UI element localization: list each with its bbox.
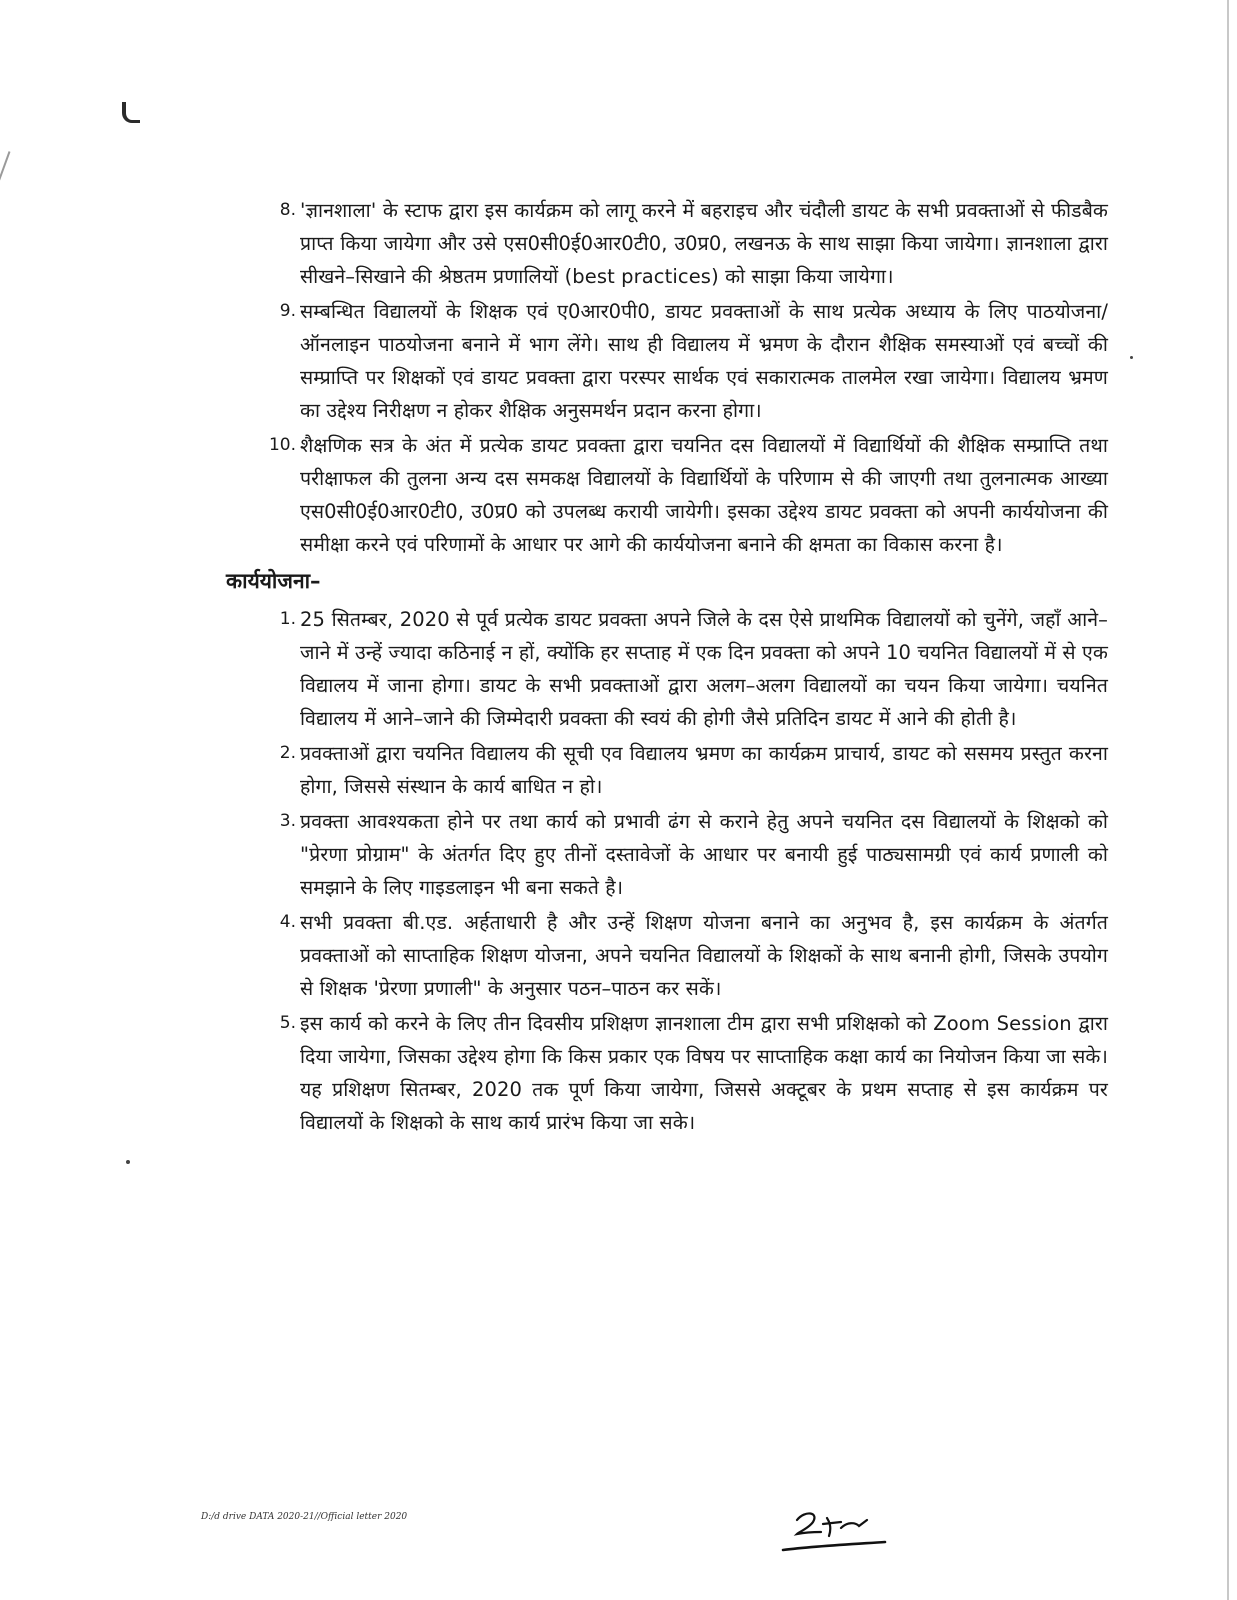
item-text: इस कार्य को करने के लिए तीन दिवसीय प्रशिक्षण ज्ञानशाला टीम द्वारा सभी प्रशिक्षको को Zoom Session द्वारा दिया जायेगा, जिसका उद्देश्य होगा कि किस प्रकार एक विषय पर साप्ताहिक कक्षा कार्य का नियोजन किया जा सके। यह प्रशिक्षण सितम्बर, 2020 तक पूर्ण किया जायेगा, जिससे अक्टूबर के प्रथम सप्ताह से इस कार्यक्रम पर विद्यालयों के शिक्षको के साथ कार्य प्रारंभ किया जा सके।: [300, 1012, 1108, 1134]
list-item: [228, 295, 1108, 427]
list-item: [228, 429, 1108, 561]
punch-hole-mark: [122, 102, 140, 123]
section-heading: कार्ययोजना–: [226, 569, 321, 593]
item-text: सभी प्रवक्ता बी.एड. अर्हताधारी है और उन्हें शिक्षण योजना बनाने का अनुभव है, इस कार्यक्रम के अंतर्गत प्रवक्ताओं को साप्ताहिक शिक्षण योजना, अपने चयनित विद्यालयों के शिक्षकों के साथ बनानी होगी, जिसके उपयोग से शिक्षक 'प्रेरणा प्रणाली" के अनुसार पठन–पाठन कर सकें।: [300, 911, 1108, 1000]
item-number: 9.: [279, 301, 296, 321]
letter-body: [228, 194, 1108, 1141]
item-text: 'ज्ञानशाला' के स्टाफ द्वारा इस कार्यक्रम को लागू करने में बहराइच और चंदौली डायट के सभी प्रवक्ताओं से फीडबैक प्राप्त किया जायेगा और उसे एस0सी0ई0आर0टी0, उ0प्र0, लखनऊ के साथ साझा किया जायेगा। ज्ञानशाला द्वारा सीखने–सिखाने की श्रेष्ठतम प्रणालियों (best practices) को साझा किया जायेगा।: [300, 199, 1108, 288]
numbered-list-bottom: [228, 603, 1108, 1139]
item-text: सम्बन्धित विद्यालयों के शिक्षक एवं ए0आर0पी0, डायट प्रवक्ताओं के साथ प्रत्येक अध्याय के लिए पाठयोजना/ऑनलाइन पाठयोजना बनाने में भाग लेंगे। साथ ही विद्यालय में भ्रमण के दौरान शैक्षिक समस्याओं एवं बच्चों की सम्प्राप्ति पर शिक्षकों एवं डायट प्रवक्ता द्वारा परस्पर सार्थक एवं सकारात्मक तालमेल रखा जायेगा। विद्यालय भ्रमण का उद्देश्य निरीक्षण न होकर शैक्षिक अनुसमर्थन प्रदान करना होगा।: [300, 300, 1108, 422]
list-item: [228, 805, 1108, 904]
item-text: प्रवक्ताओं द्वारा चयनित विद्यालय की सूची एव विद्यालय भ्रमण का कार्यक्रम प्राचार्य, डायट को ससमय प्रस्तुत करना होगा, जिससे संस्थान के कार्य बाधित न हो।: [300, 742, 1108, 798]
signature-image: [775, 1498, 915, 1558]
item-text: प्रवक्ता आवश्यकता होने पर तथा कार्य को प्रभावी ढंग से कराने हेतु अपने चयनित दस विद्यालयों के शिक्षको को "प्रेरणा प्रोग्राम" के अंतर्गत दिए हुए तीनों दस्तावेजों के आधार पर बनायी हुई पाठ्यसामग्री एवं कार्य प्रणाली को समझाने के लिए गाइडलाइन भी बना सकते है।: [300, 810, 1108, 899]
item-number: 8.: [279, 200, 296, 220]
list-item: [228, 603, 1108, 735]
numbered-list-top: [228, 194, 1108, 561]
item-number: 10.: [268, 435, 296, 455]
scan-right-edge: [1227, 0, 1229, 1600]
item-number: 2.: [279, 743, 296, 763]
list-item: [228, 737, 1108, 803]
scan-speck: [1130, 356, 1133, 359]
scan-edge-line: [0, 151, 10, 199]
list-item: [228, 906, 1108, 1005]
item-number: 1.: [279, 609, 296, 629]
list-item: [228, 194, 1108, 293]
item-text: 25 सितम्बर, 2020 से पूर्व प्रत्येक डायट प्रवक्ता अपने जिले के दस ऐसे प्राथमिक विद्यालयों को चुनेंगे, जहाँ आने–जाने में उन्हें ज्यादा कठिनाई न हों, क्योंकि हर सप्ताह में एक दिन प्रवक्ता को अपने 10 चयनित विद्यालयों में से एक विद्यालय में जाना होगा। डायट के सभी प्रवक्ताओं द्वारा अलग–अलग विद्यालयों का चयन किया जायेगा। चयनित विद्यालय में आने–जाने की जिम्मेदारी प्रवक्ता की स्वयं की होगी जैसे प्रतिदिन डायट में आने की होती है।: [300, 608, 1108, 730]
item-number: 5.: [279, 1013, 296, 1033]
list-item: [228, 1007, 1108, 1139]
scan-speck: [126, 1160, 130, 1164]
file-path-footer: D:/d drive DATA 2020-21//Official letter 2020: [201, 1512, 408, 1522]
item-number: 3.: [279, 811, 296, 831]
item-text: शैक्षणिक सत्र के अंत में प्रत्येक डायट प्रवक्ता द्वारा चयनित दस विद्यालयों में विद्यार्थियों की शैक्षिक सम्प्राप्ति तथा परीक्षाफल की तुलना अन्य दस समकक्ष विद्यालयों के विद्यार्थियों के परिणाम से की जाएगी तथा तुलनात्मक आख्या एस0सी0ई0आर0टी0, उ0प्र0 को उपलब्ध करायी जायेगी। इसका उद्देश्य डायट प्रवक्ता को अपनी कार्ययोजना की समीक्षा करने एवं परिणामों के आधार पर आगे की कार्ययोजना बनाने की क्षमता का विकास करना है।: [300, 434, 1109, 556]
item-number: 4.: [279, 912, 296, 932]
